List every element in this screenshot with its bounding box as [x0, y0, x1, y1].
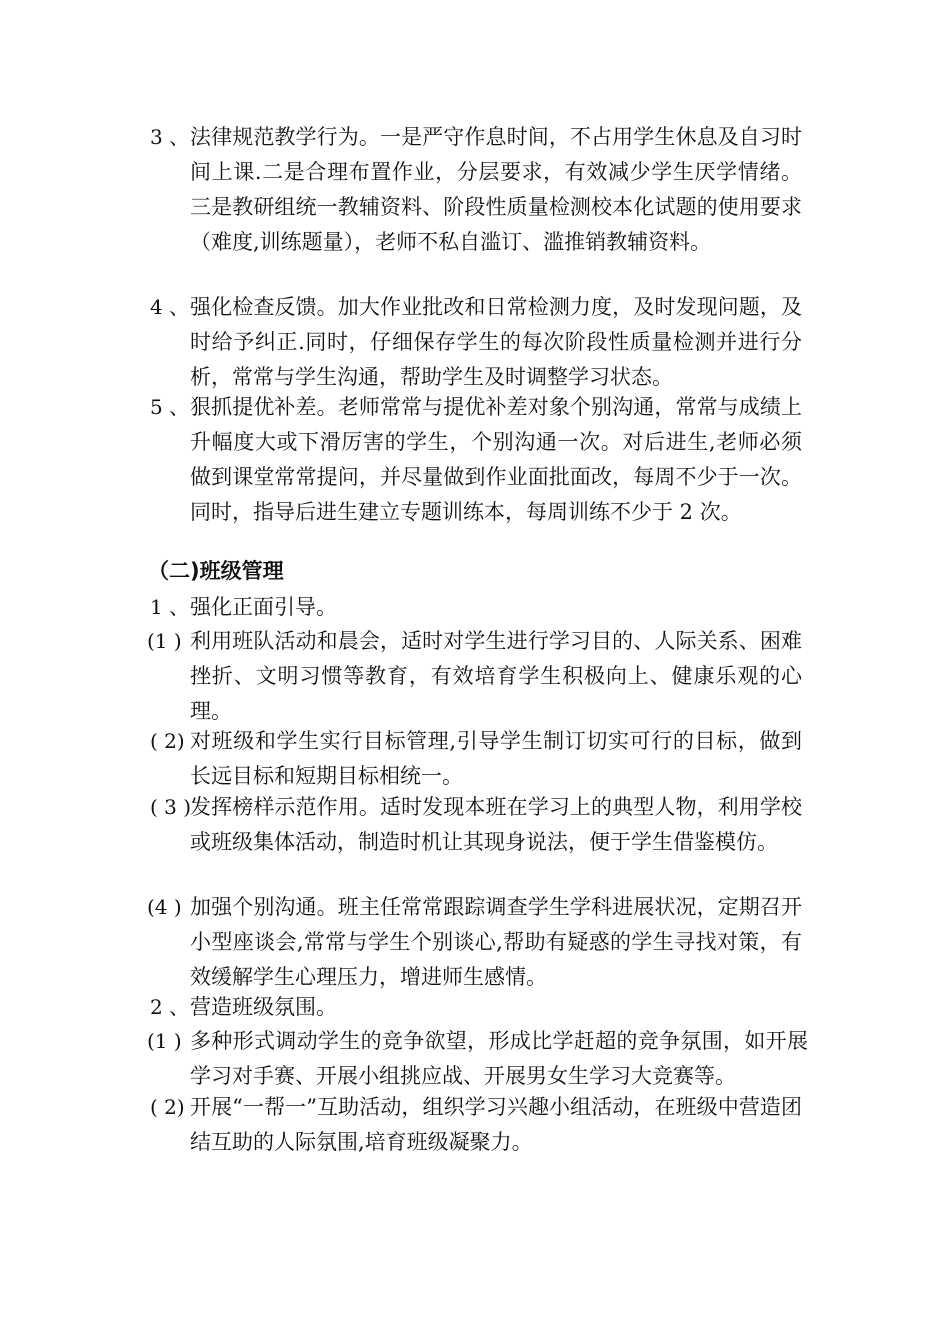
item-number: ( 2): [150, 729, 185, 753]
paragraph-text: 对班级和学生实行目标管理,引导学生制订切实可行的目标，做到长远目标和短期目标相统一。: [190, 729, 802, 788]
item-number: 5 、: [150, 395, 190, 419]
paragraph-text: 发挥榜样示范作用。适时发现本班在学习上的典型人物，利用学校或班级集体活动，制造时机让其现身说法，便于学生借鉴模仿。: [190, 795, 802, 854]
item-number: (1 ): [147, 629, 182, 653]
item-number: 2 、: [150, 995, 190, 1019]
item-number: ( 3 ): [150, 795, 192, 819]
paragraph-text: 狠抓提优补差。老师常常与提优补差对象个别沟通，常常与成绩上升幅度大或下滑厉害的学生，个别沟通一次。对后进生,老师必须做到课堂常常提问，并尽量做到作业面批面改，每周不少于一次。同时，指导后进生建立专题训练本，每周训练不少于 2 次。: [190, 395, 802, 524]
paragraph-text: 加强个别沟通。班主任常常跟踪调查学生学科进展状况，定期召开小型座谈会,常常与学生个别谈心,帮助有疑惑的学生寻找对策，有效缓解学生心理压力，增进师生感情。: [190, 895, 802, 989]
section-heading: （二)班级管理: [148, 559, 284, 583]
paragraph-text: 法律规范教学行为。一是严守作息时间，不占用学生休息及自习时间上课.二是合理布置作业，分层要求，有效减少学生厌学情绪。三是教研组统一教辅资料、阶段性质量检测校本化试题的使用要求（难度,训练题量），老师不私自滥订、滥推销教辅资料。: [190, 125, 802, 254]
item-number: ( 2): [150, 1095, 185, 1119]
paragraph-text: 强化正面引导。: [190, 595, 337, 619]
paragraph-text: 利用班队活动和晨会，适时对学生进行学习目的、人际关系、困难挫折、文明习惯等教育，有效培育学生积极向上、健康乐观的心理。: [190, 629, 802, 723]
item-number: (1 ): [147, 1029, 182, 1053]
item-number: 3 、: [150, 125, 190, 149]
paragraph-text: 多种形式调动学生的竞争欲望，形成比学赶超的竞争氛围，如开展学习对手赛、开展小组挑应战、开展男女生学习大竞赛等。: [190, 1029, 808, 1088]
item-number: 4 、: [150, 295, 190, 319]
paragraph-text: 开展“一帮一”互助活动，组织学习兴趣小组活动，在班级中营造团结互助的人际氛围,培育班级凝聚力。: [190, 1095, 802, 1154]
item-number: 1 、: [150, 595, 190, 619]
item-number: (4 ): [147, 895, 182, 919]
paragraph-text: 强化检查反馈。加大作业批改和日常检测力度，及时发现问题，及时给予纠正.同时，仔细保存学生的每次阶段性质量检测并进行分析，常常与学生沟通，帮助学生及时调整学习状态。: [190, 295, 802, 389]
paragraph-text: 营造班级氛围。: [190, 995, 337, 1019]
